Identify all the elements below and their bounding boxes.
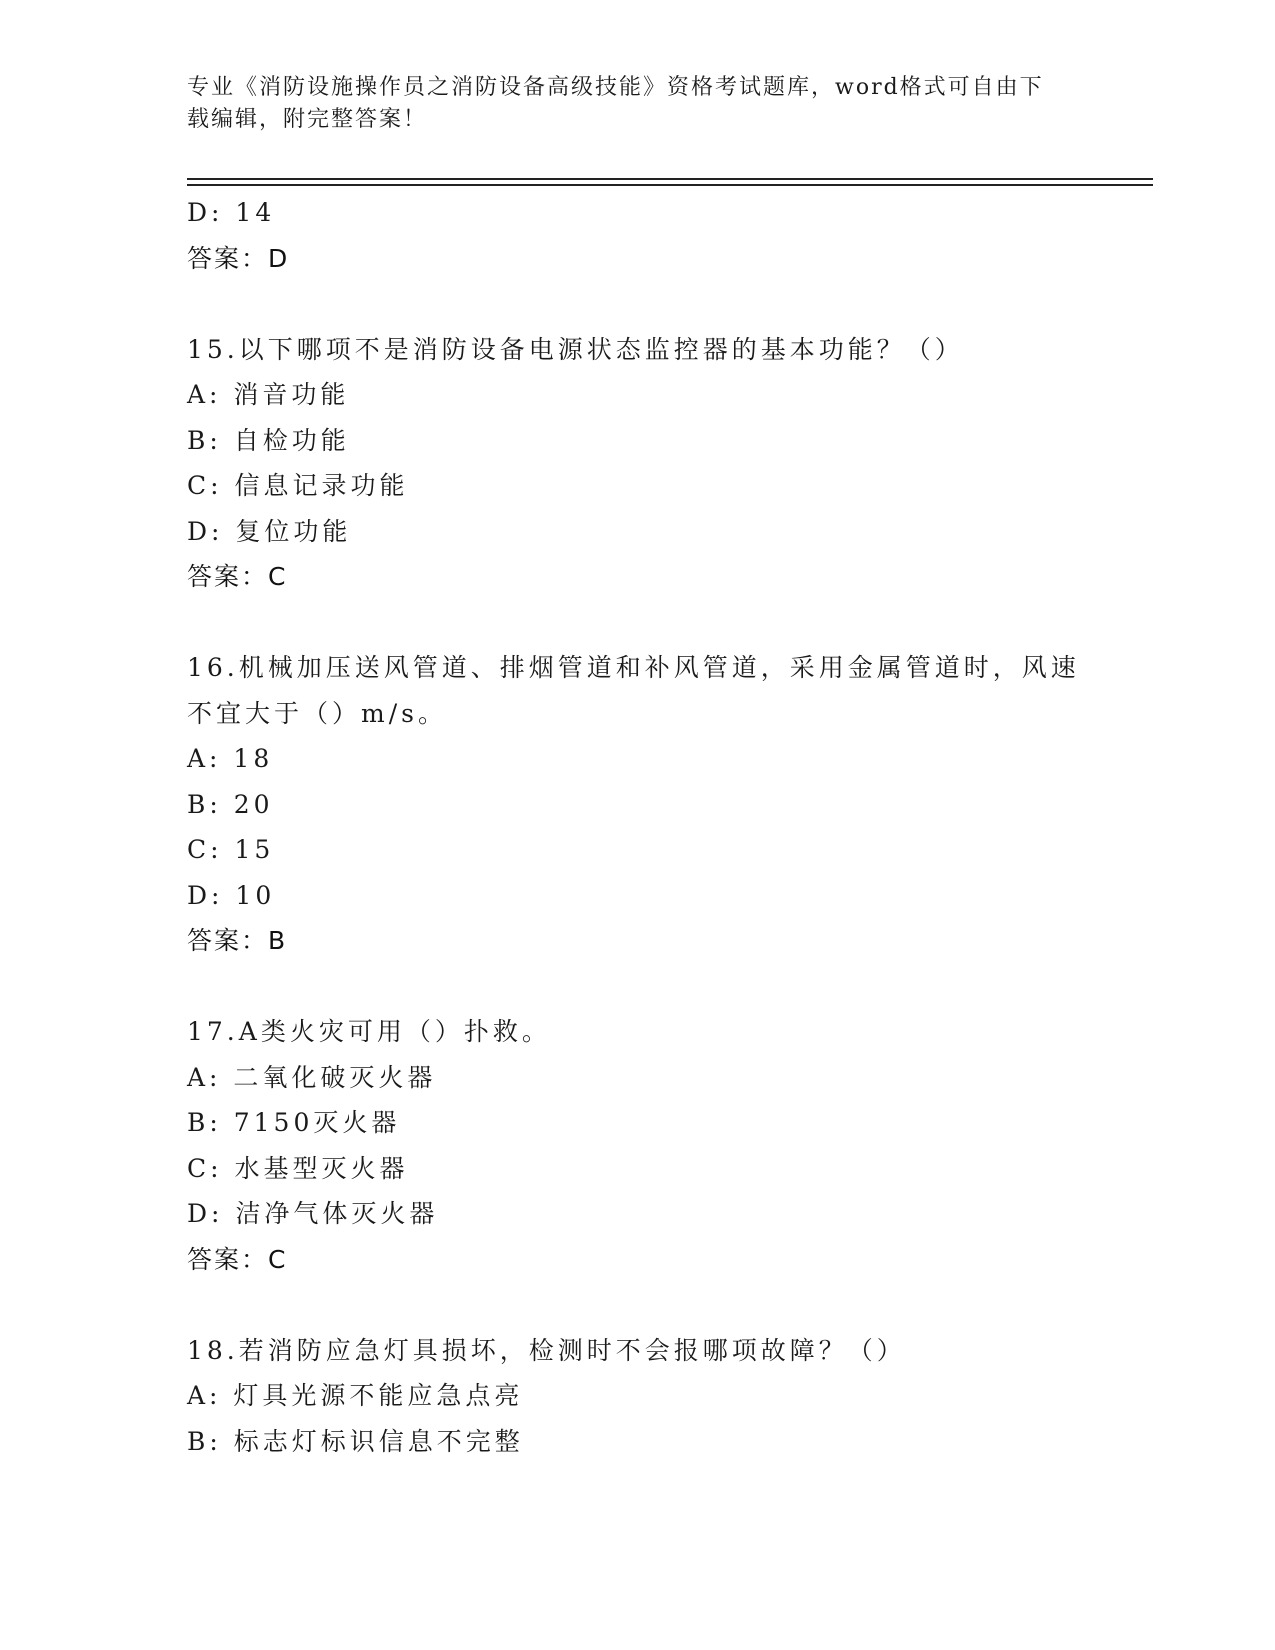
spacer bbox=[187, 281, 1087, 327]
question-16 bbox=[187, 645, 1087, 964]
option-b: B: 7150灭火器 bbox=[187, 1108, 401, 1137]
option-b: B: 标志灯标识信息不完整 bbox=[187, 1426, 524, 1456]
option-c: C: 15 bbox=[187, 835, 275, 864]
answer-line: 答案：C bbox=[187, 562, 288, 591]
document-header bbox=[187, 72, 1067, 136]
question-17 bbox=[187, 1009, 1087, 1282]
question-list bbox=[187, 190, 1087, 1464]
question-18 bbox=[187, 1328, 1087, 1465]
answer-line: 答案：D bbox=[187, 243, 290, 273]
answer-line: 答案：B bbox=[187, 926, 288, 955]
option-a: A: 18 bbox=[187, 744, 274, 773]
answer-line: 答案：C bbox=[187, 1244, 288, 1274]
question-stem: 17.A类火灾可用（）扑救。 bbox=[187, 1017, 551, 1046]
option-d: D: 复位功能 bbox=[187, 516, 352, 546]
question-stem: 18.若消防应急灯具损坏，检测时不会报哪项故障？（） bbox=[187, 1335, 906, 1365]
question-stem: 16.机械加压送风管道、排烟管道和补风管道，采用金属管道时，风速 bbox=[187, 653, 1080, 682]
question-stem-continued: 不宜大于（）m/s。 bbox=[187, 698, 447, 728]
option-d: D: 洁净气体灭火器 bbox=[187, 1199, 439, 1228]
option-d: D: 14 bbox=[187, 198, 276, 227]
spacer bbox=[187, 964, 1087, 1010]
option-c: C: 水基型灭火器 bbox=[187, 1153, 409, 1183]
spacer bbox=[187, 600, 1087, 646]
header-line-1: 专业《消防设施操作员之消防设备高级技能》资格考试题库，word格式可自由下 bbox=[187, 75, 1044, 100]
question-15 bbox=[187, 327, 1087, 600]
option-c: C: 信息记录功能 bbox=[187, 471, 409, 500]
spacer bbox=[187, 1282, 1087, 1328]
option-a: A: 二氧化破灭火器 bbox=[187, 1062, 437, 1092]
option-a: A: 消音功能 bbox=[187, 380, 350, 409]
option-b: B: 20 bbox=[187, 789, 274, 819]
option-d: D: 10 bbox=[187, 880, 276, 910]
header-divider-top bbox=[187, 178, 1153, 180]
header-line-2: 载编辑，附完整答案！ bbox=[187, 107, 428, 132]
question-stem: 15.以下哪项不是消防设备电源状态监控器的基本功能？（） bbox=[187, 334, 964, 364]
option-b: B: 自检功能 bbox=[187, 425, 350, 455]
option-a: A: 灯具光源不能应急点亮 bbox=[187, 1381, 524, 1410]
header-divider-bottom bbox=[187, 184, 1153, 186]
